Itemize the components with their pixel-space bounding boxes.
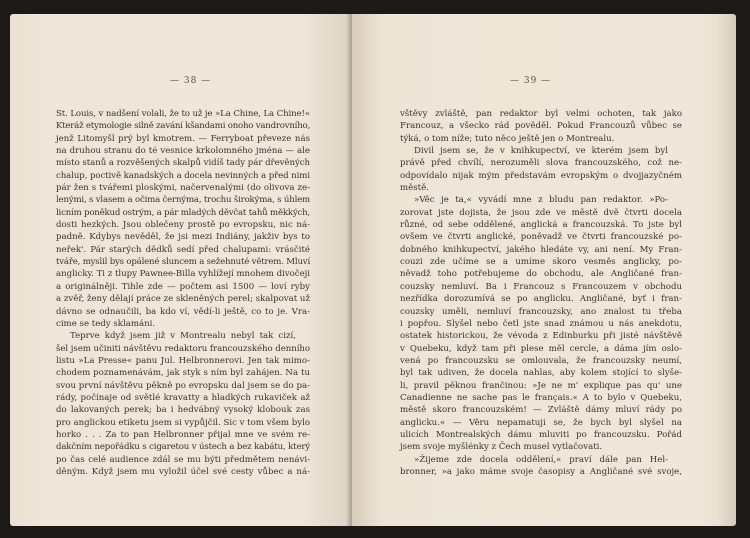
right-page-line: odpovídalo nijak mým představám evropským o dvojjazyčném: [400, 170, 682, 181]
right-page-line: ulicích Montrealských dámu mluviti po francouzsku. Pořád: [400, 429, 682, 440]
right-page-line: vená po francouzsku se omlouvala, že francouzsky neumí,: [400, 355, 682, 366]
left-page-line: horko . . . Za to pan Helbronner přijal mne ve svém re-: [56, 429, 310, 440]
left-page-line: dávno se odnaučili, ba kdo ví, vědí-li ještě, co to je. Vra-: [56, 306, 310, 317]
right-page-line: Canadienne ne sache pas le français.« A to bylo v Quebeku,: [400, 392, 682, 403]
left-page-line: chalup, poctivě kanadských a docela nevinných a před nimi: [56, 170, 310, 181]
right-page-line: něvadž toho potřebujeme do obchodu, ale Angličané fran-: [400, 269, 682, 280]
left-page-line: do lakovaných perek; ba i hedvábný vysoký klobouk zas: [56, 405, 310, 416]
left-page-line: rády, počínaje od světlé kravatty a hladkých rukaviček až: [56, 392, 310, 403]
right-page-line: couzsky nemluví. Ba i Francouz s Francouzem v obchodu: [400, 281, 682, 292]
left-page-line: chodem poznamenávám, jak styk s ním byl zahájen. Na tu: [56, 368, 310, 379]
left-page-line: listu »La Presse« panu Jul. Helbronnerovi. Jen tak mimo-: [56, 355, 310, 366]
left-page-line: pro anglickou etiketu jsem si vypůjčil. Sic v tom všem bylo: [56, 417, 310, 428]
left-page-line: po čas celé audience zdál se mu býti předmětem nenávi-: [56, 454, 310, 465]
right-page-line: ostatek historickou, že vévoda z Edinburku při jisté návštěvě: [400, 331, 682, 342]
left-page-line: neřek'. Pár starých dědků sedí před chalupami: vrásčité: [56, 244, 310, 255]
right-page-text: [400, 108, 682, 478]
right-page-line: i popřou. Slyšel nebo četl jste snad známou u nás anekdotu,: [400, 318, 682, 329]
right-page-line: dobného knihkupectví, jakého hledáte vy, ani není. My Fran-: [400, 244, 682, 255]
right-page-line: »Žijeme zde docela oddělení,« praví dále pan Hel-: [414, 454, 668, 465]
left-page-line: děným. Když jsem mu vyložil účel své cesty vůbec a ná-: [56, 466, 310, 477]
left-page-line: padně. Kdybys nevěděl, že jsi mezi Indiány, jakživ bys to: [56, 232, 310, 243]
left-page-line: Kteráž etymologie silně zavání kšandami onoho vandrovního,: [56, 121, 310, 132]
right-page-line: zorovat jste dojista, že jsou zde ve městě dvě čtvrti docela: [400, 207, 682, 218]
right-page-line: týká, o tom níže; tuto něco ještě jen o Montrealu.: [400, 133, 615, 144]
left-page-line: pár žen s tvářemi ploskými, načervenalými (do olivova ze-: [56, 183, 310, 194]
left-page-line: licním poněkud ostrým, a pár mladých děvčat tahů měkkých,: [56, 207, 310, 218]
left-page-line: anglicky. Ti z tlupy Pawnee-Billa vyhlížejí mnohem divočeji: [56, 269, 310, 280]
right-page-line: různé, od sebe oddělené, anglická a francouzská. To jste byl: [400, 220, 682, 231]
right-page-number: — 39 —: [510, 76, 552, 86]
right-page-line: couzsky uměli, nemluví francouzsky, ano znalost tu třeba: [400, 306, 682, 317]
left-page-number: — 38 —: [170, 76, 212, 86]
left-page-line: jenž Litomyšl prý byl kmotrem. — Ferryboat převeze nás: [56, 133, 310, 144]
left-page-line: cime se tedy sklamáni.: [56, 318, 156, 329]
left-page-line: místo stanů a rozvěšených skalpů vidíš tady pár dřevěných: [56, 158, 310, 169]
right-page-line: v Quebeku, když tam při plese měl cercle, a dáma jím oslo-: [400, 343, 682, 354]
right-page-line: nezřídka dorozumívá se po anglicku. Angličané, byť i fran-: [400, 294, 682, 305]
right-page-line: městě skoro francouzském! — Zvláště dámy mluví rády po: [400, 405, 682, 416]
right-page-line: Divil jsem se, že v knihkupectví, ve kterém jsem byl: [414, 146, 668, 157]
right-page-line: Francouz, a všecko rád pověděl. Pokud Francouzů vůbec se: [400, 121, 682, 132]
right-page-line: městě.: [400, 183, 429, 194]
right-page-line: vštěvy zvláště, pan redaktor byl velmi ochoten, tak jako: [400, 109, 682, 119]
left-page: [10, 14, 352, 526]
left-page-line: dakčním nepořádku s cigaretou v ústech a bez kabátu, který: [56, 442, 310, 453]
right-page-line: právě před chvílí, nerozuměli slova francouzského, což ne-: [400, 158, 682, 169]
right-page-line: ovšem ve čtvrti anglické, poněvadž ve čtvrti francouzské po-: [400, 232, 682, 243]
right-page: [352, 14, 736, 526]
left-page-line: dosti hezkých. Jsou oblečeny prostě po evropsku, nic ná-: [56, 220, 310, 231]
right-page-line: anglicku.« — Věru nepamatuji se, že bych byl slyšel na: [400, 417, 682, 428]
left-page-line: svou první návštěvu pěkně po evropsku dal jsem se do pa-: [56, 380, 310, 391]
right-page-line: jsem svoje myšlénky z Čech musel vytlačovati.: [400, 442, 603, 453]
right-page-line: li, pravil pěknou frančinou: »Je ne m' explique pas qu' une: [400, 380, 682, 391]
right-page-line: couzi zde učíme se a umíme skoro vesměs anglicky, po-: [400, 257, 682, 268]
left-page-line: Teprve když jsem již v Montrealu nebyl tak cizí,: [70, 331, 296, 342]
right-page-line: bronner, »a jako máme svoje časopisy a Angličané své svoje,: [400, 466, 682, 477]
right-page-line: byl tak udiven, že docela nahlas, aby kolem stojící to slyše-: [400, 368, 682, 379]
left-page-line: a originálněji. Tihle zde — počtem asi 1500 — loví ryby: [56, 281, 310, 292]
left-page-line: a zvěř, ženy dělají práce ze skleněných perel; skalpovat už: [56, 294, 310, 305]
left-page-text: [56, 108, 310, 478]
left-page-line: šel jsem učiniti návštěvu redaktoru francouzského denního: [56, 343, 310, 354]
left-page-line: na druhou stranu do té vesnice krkolomného jména — ale: [56, 146, 310, 157]
left-page-line: tváře, myslil bys opálené sluncem a sežehnuté větrem. Mluví: [56, 257, 310, 268]
right-page-line: »Věc je ta,« vyvádí mne z bludu pan redaktor. »Po-: [414, 195, 668, 206]
left-page-line: lenými, s vlasem a očima černýma, trochu širokýma, s úhlem: [56, 195, 310, 206]
left-page-line: St. Louis, v nadšení volali, že to už je »La Chine, La Chine!«: [56, 109, 310, 119]
